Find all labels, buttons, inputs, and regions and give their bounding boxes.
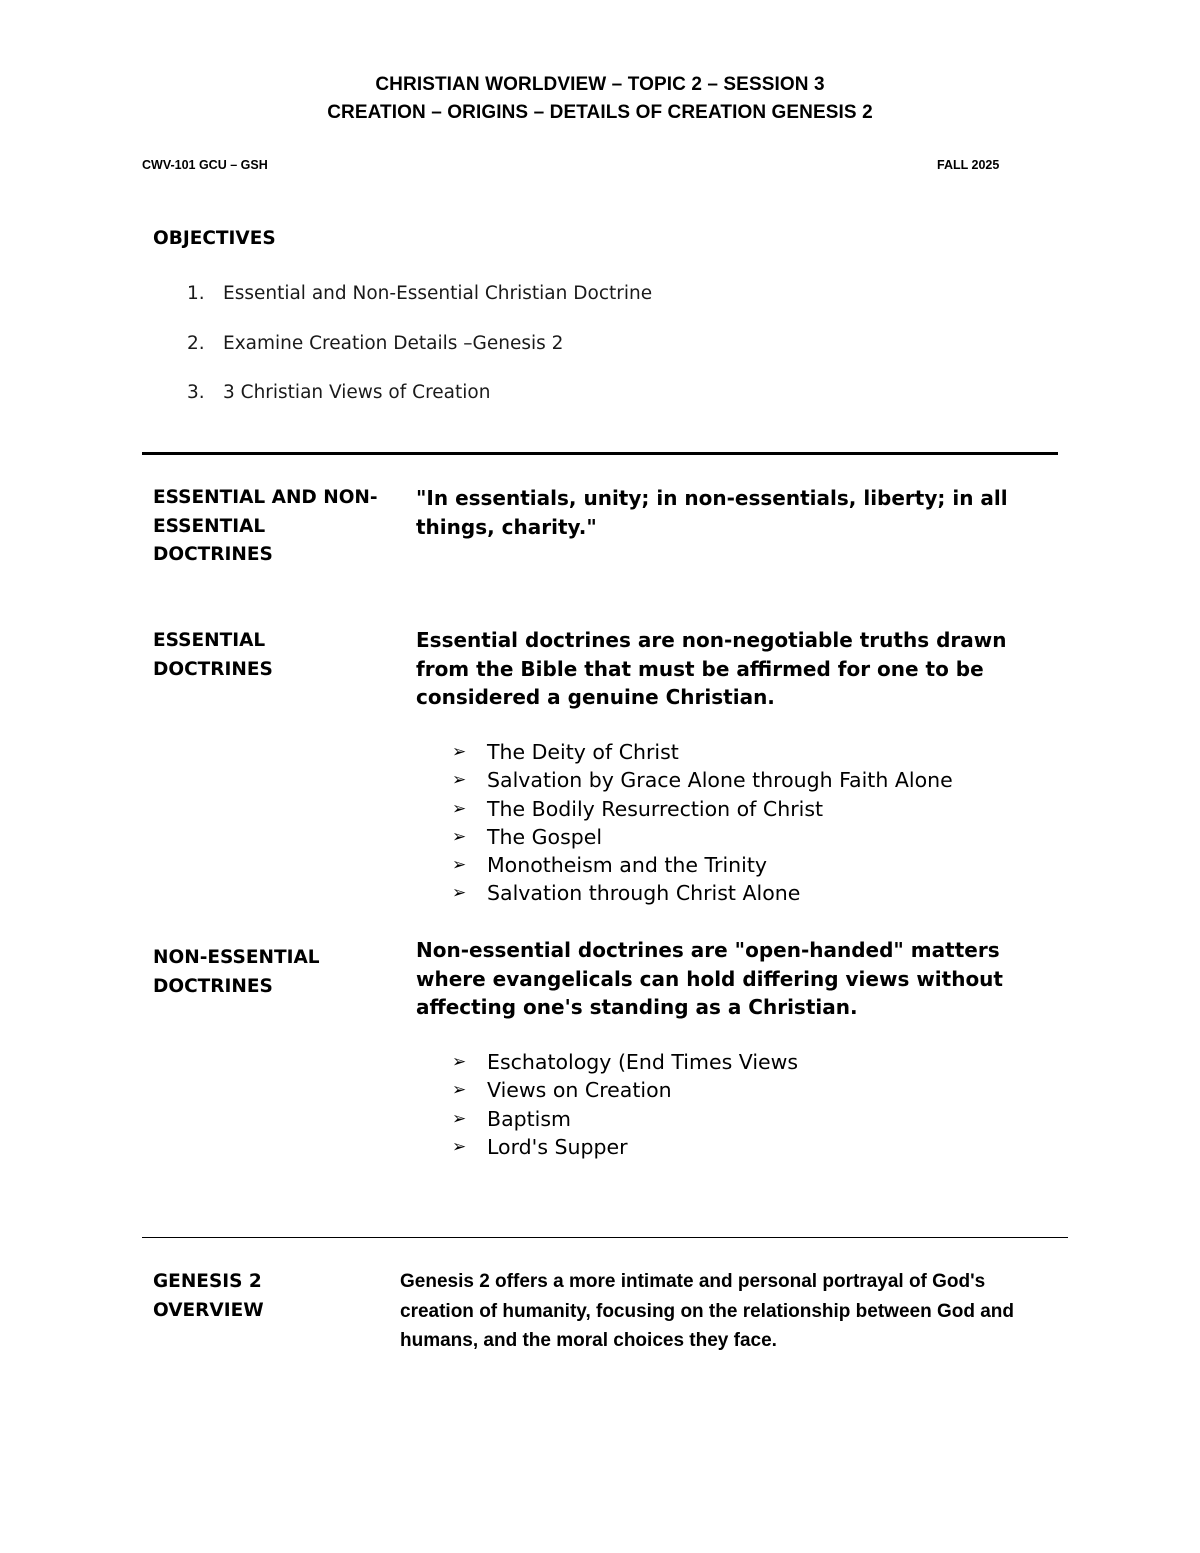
objective-number: 3. [187,382,205,403]
objectives-list [187,280,652,429]
list-item: ➢ Salvation through Christ Alone [452,879,953,907]
page-title-line-1: CHRISTIAN WORLDVIEW – TOPIC 2 – SESSION 3 [375,74,825,95]
course-code: CWV-101 GCU – GSH [142,158,268,172]
genesis-overview-description: Genesis 2 offers a more intimate and personal portrayal of God's creation of humanity, focusing on the relationship between God and humans, and the moral choices they face. [400,1271,1015,1351]
non-essential-doctrines-list [452,1048,798,1161]
non-essential-doctrines-label: NON-ESSENTIAL DOCTRINES [153,947,320,997]
objective-item [187,280,652,330]
objective-text: Essential and Non-Essential Christian Doctrine [223,283,653,304]
arrow-bullet-icon: ➢ [452,798,467,819]
list-item: ➢ The Deity of Christ [452,738,953,766]
genesis-overview-label: GENESIS 2 OVERVIEW [153,1271,264,1321]
objective-text: 3 Christian Views of Creation [223,382,491,403]
list-item: ➢ Eschatology (End Times Views [452,1048,798,1076]
objective-text: Examine Creation Details –Genesis 2 [223,332,564,354]
arrow-bullet-icon: ➢ [452,742,467,762]
arrow-bullet-icon: ➢ [452,1052,467,1072]
section-divider-thick [142,452,1058,455]
objective-number: 2. [187,332,205,354]
essential-non-essential-label: ESSENTIAL AND NON- ESSENTIAL DOCTRINES [153,487,378,565]
non-essential-doctrines-description: Non-essential doctrines are "open-handed" matters where evangelicals can hold differing views without affecting one's standing as a Christian. [416,938,1003,1019]
arrow-bullet-icon: ➢ [452,1080,467,1101]
list-item: ➢ The Gospel [452,823,953,851]
essential-doctrines-label: ESSENTIAL DOCTRINES [153,630,273,680]
arrow-bullet-icon: ➢ [452,883,467,904]
arrow-bullet-icon: ➢ [452,1136,467,1157]
essential-doctrines-list [452,738,953,908]
term-label: FALL 2025 [937,158,1000,172]
essential-doctrines-description: Essential doctrines are non-negotiable truths drawn from the Bible that must be affirmed for one to be considered a genuine Christian. [416,628,1007,709]
unity-quote: "In essentials, unity; in non-essentials, liberty; in all things, charity." [416,486,1008,539]
arrow-bullet-icon: ➢ [452,826,467,847]
list-item: ➢ Baptism [452,1105,798,1133]
objective-number: 1. [187,283,205,304]
objective-item [187,379,652,429]
list-item: ➢ Views on Creation [452,1076,798,1104]
objectives-heading: OBJECTIVES [153,228,276,249]
list-item: ➢ Lord's Supper [452,1133,798,1161]
page-title-line-2: CREATION – ORIGINS – DETAILS OF CREATION GENESIS 2 [327,102,873,123]
arrow-bullet-icon: ➢ [452,855,467,876]
arrow-bullet-icon: ➢ [452,1108,467,1129]
arrow-bullet-icon: ➢ [452,770,467,791]
section-divider-thin [142,1237,1068,1238]
list-item: ➢ The Bodily Resurrection of Christ [452,795,953,823]
list-item: ➢ Monotheism and the Trinity [452,851,953,879]
objective-item [187,330,652,380]
list-item: ➢ Salvation by Grace Alone through Faith Alone [452,766,953,794]
